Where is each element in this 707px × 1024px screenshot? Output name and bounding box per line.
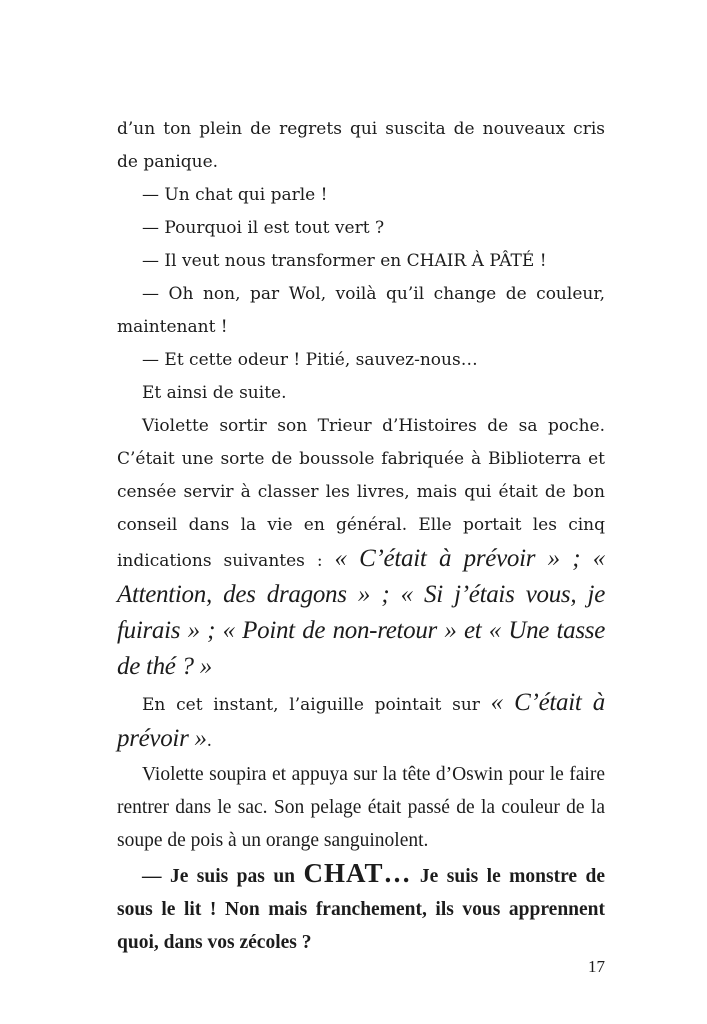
dialogue-line: — Oh non, par Wol, voilà qu’il change de couleur, maintenant ! bbox=[117, 284, 605, 337]
page-number: 17 bbox=[588, 957, 605, 976]
paragraph-text: En cet instant, l’aiguille pointait sur bbox=[142, 695, 491, 715]
dialogue-line: — Un chat qui parle ! bbox=[142, 185, 328, 205]
paragraph: Et ainsi de suite. bbox=[142, 383, 287, 403]
page-body bbox=[117, 113, 605, 959]
dialogue-line: — Pourquoi il est tout vert ? bbox=[142, 218, 385, 238]
paragraph: Violette soupira et appuya sur la tête d’Oswin pour le faire rentrer dans le sac. Son pelage était passé de la couleur de la soupe de pois à un orange sanguinolent. bbox=[117, 764, 605, 851]
dialogue-text: — Je suis pas un bbox=[142, 866, 304, 887]
monster-dialogue bbox=[117, 857, 605, 959]
paragraph-text: . bbox=[206, 731, 213, 751]
dialogue-line: — Il veut nous transformer en CHAIR À PÂTÉ ! bbox=[142, 251, 547, 271]
paragraph-trieur bbox=[117, 410, 605, 686]
dialogue-line: — Et cette odeur ! Pitié, sauvez-nous… bbox=[142, 350, 478, 370]
compass-indications: « C’était à prévoir » ; « Attention, des dragons » ; « Si j’étais vous, je fuirais » ; « Point de non-retour » et « Une tasse de thé ? » bbox=[117, 545, 606, 680]
paragraph-text: Violette sortir son Trieur d’Histoires de sa poche. C’était une sorte de boussole fabriquée à Biblioterra et censée servir à classer les livres, mais qui était de bon conseil dans la vie en général. Elle portait les cinq indications suivantes : bbox=[117, 416, 605, 571]
paragraph: d’un ton plein de regrets qui suscita de nouveaux cris de panique. bbox=[117, 119, 605, 172]
dialogue-text: Je suis le monstre de sous le lit ! Non mais franchement, ils vous apprennent quoi, dans vos zécoles ? bbox=[117, 866, 605, 953]
paragraph-needle bbox=[117, 686, 605, 758]
needle-indication: « C’était à prévoir » bbox=[117, 689, 605, 752]
shouted-word: CHAT… bbox=[303, 858, 412, 888]
